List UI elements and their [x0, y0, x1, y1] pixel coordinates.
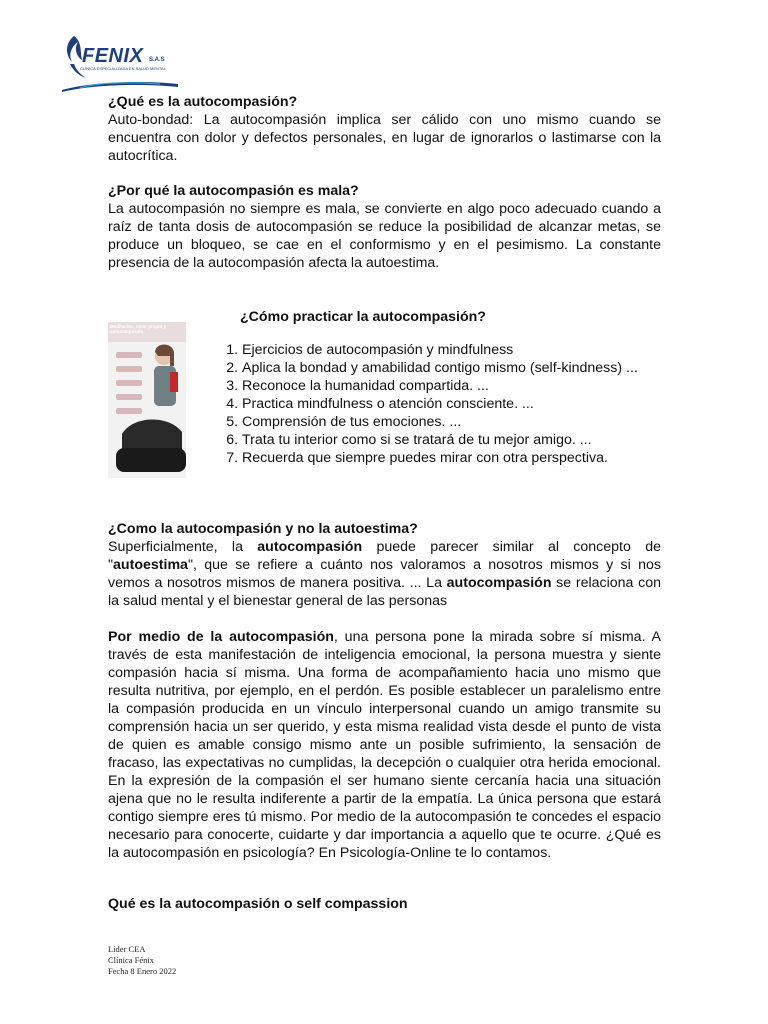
bold-term: autocompasión: [446, 575, 552, 591]
meditation-illustration: [108, 322, 186, 478]
list-item: 7. Recuerda que siempre puedes mirar con otra perspectiva.: [242, 449, 684, 467]
section4-paragraph2: [108, 628, 661, 862]
footer-line-date: Fecha 8 Enero 2022: [108, 966, 177, 976]
practice-steps-list: [218, 341, 684, 467]
text-run: Superficialmente, la: [108, 539, 258, 555]
footer-line-org: Clínica Fénix: [108, 955, 155, 965]
section3-title: ¿Cómo practicar la autocompasión?: [240, 309, 486, 325]
logo-brand-name: FENIX: [82, 45, 144, 67]
list-item: 4. Practica mindfulness o atención consciente. ...: [242, 395, 684, 413]
logo-tagline: CLÍNICA ESPECIALIZADA EN SALUD MENTAL: [80, 66, 166, 71]
list-item: 3. Reconoce la humanidad compartida. ...: [242, 377, 684, 395]
bold-term: autocompasión: [257, 539, 363, 555]
text-run: se relaciona con la salud mental y el bienestar general de las personas: [108, 575, 661, 609]
section4-paragraph1: [108, 538, 661, 610]
footer-line-role: Líder CEA: [108, 944, 146, 954]
illustration-caption: Meditación, amor propio y autocompasión: [110, 324, 167, 334]
text-run: puede parecer similar al concepto de ": [108, 539, 661, 573]
logo-brand-suffix: S.A.S: [149, 57, 165, 63]
section2-title: ¿Por qué la autocompasión es mala?: [108, 183, 359, 199]
section2-body: La autocompasión no siempre es mala, se convierte en algo poco adecuado cuando a raíz de tanta dosis de autocompasión se reduce la posibilidad de alcanzar metas, se produce un bloqueo, se cae en el conformismo y en el pesimismo. La constante presencia de la autocompasión afecta la autoestima.: [108, 201, 661, 271]
bold-lead: Por medio de la autocompasión: [108, 629, 334, 645]
footer-signature: [108, 944, 176, 977]
section1-title: ¿Qué es la autocompasión?: [108, 94, 298, 110]
bold-term: autoestima: [113, 557, 188, 573]
section1-body: Auto-bondad: La autocompasión implica ser cálido con uno mismo cuando se encuentra con dolor y defectos personales, en lugar de ignorarlos o lastimarse con la autocrítica.: [108, 112, 661, 164]
list-item: 5. Comprensión de tus emociones. ...: [242, 413, 684, 431]
list-item: 6. Trata tu interior como si se tratará de tu mejor amigo. ...: [242, 431, 684, 449]
text-run: ", que se refiere a cuánto nos valoramos a nosotros mismos y si nos vemos a nosotros mismos de manera positiva. ... La: [108, 557, 661, 591]
list-item: 1. Ejercicios de autocompasión y mindfulness: [242, 341, 684, 359]
section4-title: ¿Como la autocompasión y no la autoestima?: [108, 521, 418, 537]
list-item: 2. Aplica la bondad y amabilidad contigo mismo (self-kindness) ...: [242, 359, 684, 377]
text-run: , una persona pone la mirada sobre sí misma. A través de esta manifestación de inteligencia emocional, la persona muestra y siente compasión hacia sí misma. Una forma de acompañamiento hacia uno mismo que resulta nutritiva, por ejemplo, en el perdón. Es posible establecer un paralelismo entre la compasión producida en un vínculo interpersonal cuando un amigo transmite su comprensión hacia un ser querido, y esta misma realidad vista desde el punto de vista de quien es amable consigo mismo ante un posible sufrimiento, la sensación de fracaso, las expectativas no cumplidas, la decepción o cualquier otra herida emocional. En la expresión de la compasión el ser humano siente cercanía hacia una situación ajena que no le resulta indiferente a partir de la empatía. La única persona que estará contigo siempre eres tú mismo. Por medio de la autocompasión te concedes el espacio necesario para conocerte, cuidarte y dar importancia a aquello que te ocurre. ¿Qué es la autocompasión en psicología? En Psicología-Online te lo contamos.: [108, 629, 662, 861]
section5-title: Qué es la autocompasión o self compassion: [108, 896, 408, 912]
